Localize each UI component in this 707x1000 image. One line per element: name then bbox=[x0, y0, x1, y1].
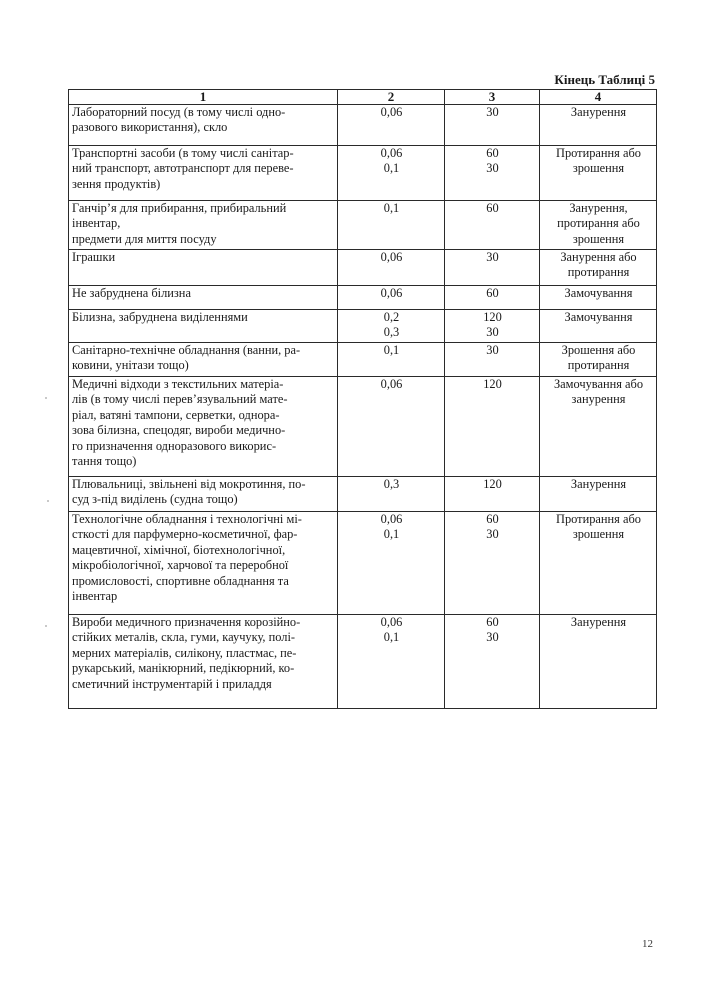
concentration-cell bbox=[338, 343, 445, 377]
cell-text-line: 0,1 bbox=[383, 161, 400, 176]
object-cell bbox=[69, 146, 338, 201]
cell-text-line: го призначення одноразового викорис- bbox=[72, 438, 277, 453]
object-cell bbox=[69, 201, 338, 250]
cell-text-line: 0,1 bbox=[383, 343, 400, 357]
cell-text-line: суд з-під виділень (судна тощо) bbox=[72, 492, 238, 507]
cell-text-line: мерних матеріалів, силікону, пластмас, пе- bbox=[72, 645, 297, 660]
object-cell bbox=[69, 343, 338, 377]
cell-text-line: зова білизна, спецодяг, вироби медично- bbox=[72, 423, 286, 438]
cell-text-line: рукарський, манікюрний, педікюрний, ко- bbox=[72, 661, 295, 676]
table-row bbox=[69, 250, 657, 286]
cell-text-line: 0,06 bbox=[380, 615, 403, 629]
cell-text-line: Медичні відходи з текстильних матеріа- bbox=[72, 377, 284, 391]
table-row bbox=[69, 343, 657, 377]
cell-text-line: інвентар bbox=[72, 589, 118, 604]
cell-text-line: зрошення bbox=[572, 527, 625, 542]
object-cell bbox=[69, 477, 338, 512]
cell-text-line: разового використання), скло bbox=[72, 120, 228, 135]
object-cell bbox=[69, 310, 338, 343]
cell-text-line: зрошення bbox=[572, 231, 625, 246]
cell-text-line: Занурення bbox=[570, 477, 627, 491]
cell-text-line: Занурення bbox=[570, 105, 627, 119]
cell-text-line: 60 bbox=[486, 201, 499, 215]
cell-text-line: 30 bbox=[486, 250, 499, 264]
cell-text-line: Занурення, bbox=[569, 201, 628, 215]
table-row bbox=[69, 146, 657, 201]
exposure-cell bbox=[445, 310, 540, 343]
method-cell bbox=[540, 512, 657, 615]
disinfection-table bbox=[68, 89, 657, 709]
table-row bbox=[69, 286, 657, 310]
cell-text-line: 120 bbox=[483, 310, 502, 324]
cell-text-line: інвентар, bbox=[72, 216, 121, 231]
exposure-cell bbox=[445, 343, 540, 377]
cell-text-line: 60 bbox=[486, 615, 499, 629]
cell-text-line: 30 bbox=[486, 325, 499, 340]
cell-text-line: тання тощо) bbox=[72, 454, 137, 469]
cell-text-line: промисловості, спортивне обладнання та bbox=[72, 573, 289, 588]
concentration-cell bbox=[338, 477, 445, 512]
object-cell bbox=[69, 286, 338, 310]
exposure-cell bbox=[445, 250, 540, 286]
cell-text-line: 30 bbox=[486, 105, 499, 119]
cell-text-line: протирання або bbox=[557, 216, 640, 231]
cell-text-line: ріал, ватяні тампони, серветки, однора- bbox=[72, 407, 280, 422]
cell-text-line: 0,3 bbox=[383, 477, 400, 491]
cell-text-line: 30 bbox=[486, 527, 499, 542]
cell-text-line: 120 bbox=[483, 377, 502, 391]
exposure-cell bbox=[445, 477, 540, 512]
cell-text-line: Плювальниці, звільнені від мокротиння, по- bbox=[72, 477, 306, 491]
concentration-cell bbox=[338, 310, 445, 343]
concentration-cell bbox=[338, 146, 445, 201]
cell-text-line: Замочування bbox=[564, 286, 633, 300]
cell-text-line: 0,1 bbox=[383, 201, 400, 215]
table-row bbox=[69, 105, 657, 146]
cell-text-line: Занурення bbox=[570, 615, 627, 629]
exposure-cell bbox=[445, 615, 540, 709]
cell-text-line: сткості для парфумерно-косметичної, фар- bbox=[72, 527, 298, 542]
cell-text-line: 60 bbox=[486, 512, 499, 526]
table-row bbox=[69, 377, 657, 477]
exposure-cell bbox=[445, 286, 540, 310]
cell-text-line: лів (в тому числі перев’язувальний мате- bbox=[72, 392, 288, 407]
method-cell bbox=[540, 201, 657, 250]
object-cell bbox=[69, 377, 338, 477]
column-header-4: 4 bbox=[540, 90, 657, 105]
cell-text-line: Ганчір’я для прибирання, прибиральний bbox=[72, 201, 287, 215]
cell-text-line: сметичний інструментарій і приладдя bbox=[72, 676, 272, 691]
cell-text-line: Лабораторний посуд (в тому числі одно- bbox=[72, 105, 286, 119]
cell-text-line: ковини, унітази тощо) bbox=[72, 358, 189, 373]
table-row bbox=[69, 201, 657, 250]
cell-text-line: Замочування або bbox=[553, 377, 644, 391]
scan-speck bbox=[45, 625, 47, 627]
exposure-cell bbox=[445, 105, 540, 146]
concentration-cell bbox=[338, 615, 445, 709]
exposure-cell bbox=[445, 146, 540, 201]
method-cell bbox=[540, 615, 657, 709]
concentration-cell bbox=[338, 250, 445, 286]
cell-text-line: 0,2 bbox=[383, 310, 400, 324]
cell-text-line: 30 bbox=[486, 343, 499, 357]
method-cell bbox=[540, 343, 657, 377]
cell-text-line: занурення bbox=[571, 392, 626, 407]
method-cell bbox=[540, 105, 657, 146]
method-cell bbox=[540, 286, 657, 310]
concentration-cell bbox=[338, 512, 445, 615]
method-cell bbox=[540, 477, 657, 512]
exposure-cell bbox=[445, 512, 540, 615]
cell-text-line: Санітарно-технічне обладнання (ванни, ра- bbox=[72, 343, 301, 357]
cell-text-line: ний транспорт, автотранспорт для переве- bbox=[72, 161, 294, 176]
page-number: 12 bbox=[642, 938, 653, 950]
object-cell bbox=[69, 105, 338, 146]
exposure-cell bbox=[445, 377, 540, 477]
method-cell bbox=[540, 310, 657, 343]
cell-text-line: 0,06 bbox=[380, 105, 403, 119]
table-row bbox=[69, 477, 657, 512]
cell-text-line: Зрошення або bbox=[561, 343, 636, 357]
cell-text-line: 30 bbox=[486, 161, 499, 176]
scan-speck bbox=[45, 397, 47, 399]
table-row bbox=[69, 615, 657, 709]
concentration-cell bbox=[338, 201, 445, 250]
cell-text-line: мацевтичної, хімічної, біотехнологічної, bbox=[72, 542, 286, 557]
cell-text-line: 120 bbox=[483, 477, 502, 491]
object-cell bbox=[69, 512, 338, 615]
method-cell bbox=[540, 377, 657, 477]
concentration-cell bbox=[338, 286, 445, 310]
cell-text-line: Протирання або bbox=[556, 146, 641, 160]
cell-text-line: Транспортні засоби (в тому числі санітар- bbox=[72, 146, 294, 160]
cell-text-line: 0,06 bbox=[380, 286, 403, 300]
cell-text-line: 0,1 bbox=[383, 527, 400, 542]
object-cell bbox=[69, 250, 338, 286]
cell-text-line: 0,06 bbox=[380, 512, 403, 526]
table-row bbox=[69, 512, 657, 615]
cell-text-line: стійких металів, скла, гуми, каучуку, полі- bbox=[72, 630, 296, 645]
object-cell bbox=[69, 615, 338, 709]
cell-text-line: Вироби медичного призначення корозійно- bbox=[72, 615, 301, 629]
table-row bbox=[69, 310, 657, 343]
cell-text-line: Іграшки bbox=[72, 250, 116, 264]
cell-text-line: Протирання або bbox=[556, 512, 641, 526]
cell-text-line: Не забруднена білизна bbox=[72, 286, 191, 300]
cell-text-line: 0,06 bbox=[380, 250, 403, 264]
table-header-row bbox=[69, 90, 657, 105]
cell-text-line: Замочування bbox=[564, 310, 633, 324]
cell-text-line: протирання bbox=[567, 358, 630, 373]
cell-text-line: зення продуктів) bbox=[72, 176, 161, 191]
scan-speck bbox=[47, 500, 49, 502]
exposure-cell bbox=[445, 201, 540, 250]
cell-text-line: протирання bbox=[567, 265, 630, 280]
cell-text-line: предмети для миття посуду bbox=[72, 231, 217, 246]
concentration-cell bbox=[338, 377, 445, 477]
cell-text-line: 0,3 bbox=[383, 325, 400, 340]
cell-text-line: Білизна, забруднена виділеннями bbox=[72, 310, 248, 324]
cell-text-line: 60 bbox=[486, 146, 499, 160]
column-header-2: 2 bbox=[338, 90, 445, 105]
column-header-1: 1 bbox=[69, 90, 338, 105]
cell-text-line: Технологічне обладнання і технологічні мі- bbox=[72, 512, 302, 526]
method-cell bbox=[540, 250, 657, 286]
concentration-cell bbox=[338, 105, 445, 146]
cell-text-line: Занурення або bbox=[560, 250, 637, 264]
cell-text-line: мікробіологічної, харчової та переробної bbox=[72, 558, 289, 573]
method-cell bbox=[540, 146, 657, 201]
cell-text-line: 60 bbox=[486, 286, 499, 300]
cell-text-line: 0,06 bbox=[380, 146, 403, 160]
cell-text-line: 0,1 bbox=[383, 630, 400, 645]
table-caption: Кінець Таблиці 5 bbox=[554, 72, 655, 87]
cell-text-line: 0,06 bbox=[380, 377, 403, 391]
cell-text-line: зрошення bbox=[572, 161, 625, 176]
column-header-3: 3 bbox=[445, 90, 540, 105]
cell-text-line: 30 bbox=[486, 630, 499, 645]
